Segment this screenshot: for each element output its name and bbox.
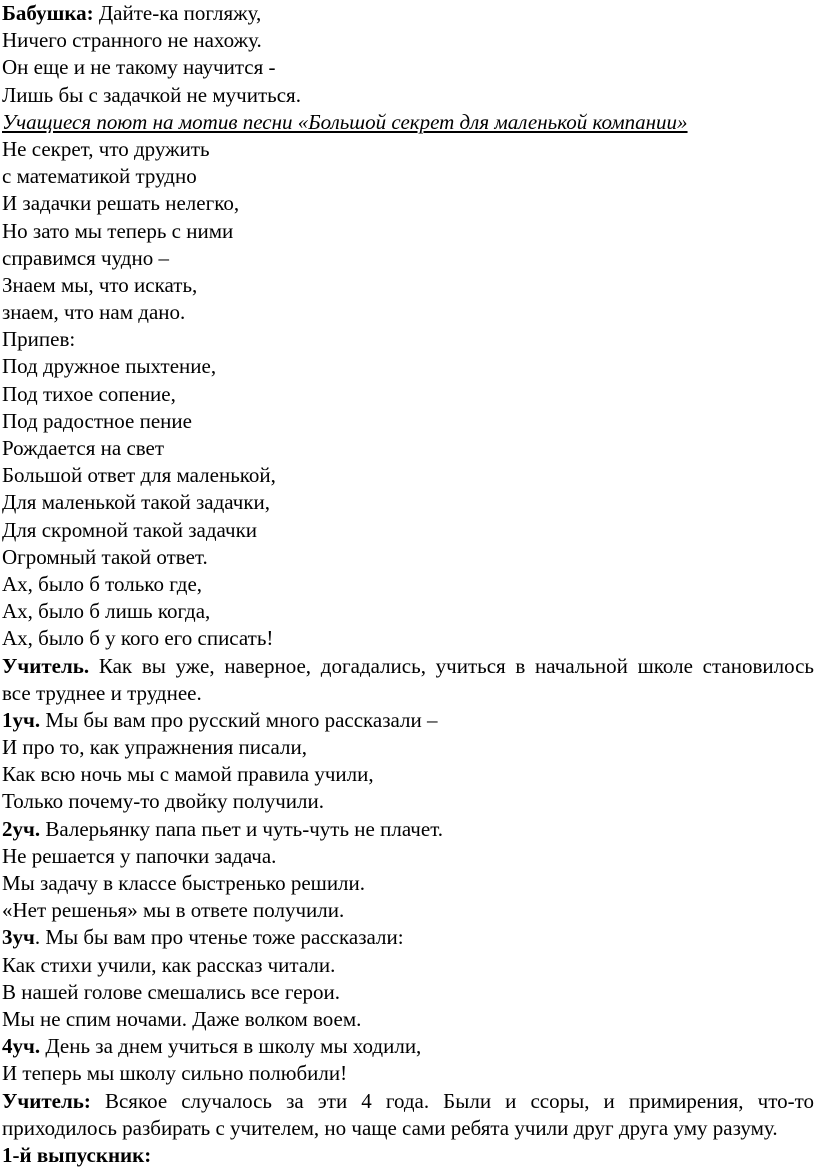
speaker-line (2, 924, 816, 951)
line-text: «Нет решенья» мы в ответе получили. (2, 898, 345, 923)
text-line (2, 517, 816, 544)
text-line (2, 435, 816, 462)
speaker-line (2, 816, 816, 843)
document-text (2, 0, 816, 1169)
text-line (2, 245, 816, 272)
text-line (2, 489, 816, 516)
line-text: Он еще и не такому научится - (2, 55, 276, 80)
line-text: Всякое случалось за эти 4 года. Были и ссоры, и примирения, что-то (90, 1088, 814, 1113)
line-text: Припев: (2, 327, 76, 352)
text-line (2, 1115, 816, 1142)
line-text: Мы не спим ночами. Даже волком воем. (2, 1006, 362, 1031)
text-line (2, 462, 816, 489)
line-text: Но зато мы теперь с ними (2, 218, 234, 243)
line-text: Ах, было б только где, (2, 571, 203, 596)
line-text: Валерьянку папа пьет и чуть-чуть не плачет. (40, 816, 444, 841)
line-text: В нашей голове смешались все герои. (2, 979, 341, 1004)
line-text: . Мы бы вам про чтенье тоже рассказали: (34, 925, 404, 950)
line-text: Не секрет, что дружить (2, 136, 210, 161)
text-line (2, 979, 816, 1006)
speaker-name: Учитель: (2, 1088, 91, 1113)
text-line (2, 1006, 816, 1033)
line-text: И задачки решать нелегко, (2, 191, 240, 216)
text-line (2, 381, 816, 408)
speaker-name: Учитель. (2, 653, 90, 678)
line-text: Ах, было б у кого его списать! (2, 626, 274, 651)
text-line (2, 1060, 816, 1087)
text-line (2, 843, 816, 870)
speaker-name: 4уч. (2, 1034, 41, 1059)
text-line (2, 734, 816, 761)
line-text: Под дружное пыхтение, (2, 354, 217, 379)
text-line (2, 680, 816, 707)
line-text: Знаем мы, что искать, (2, 272, 198, 297)
line-text: с математикой трудно (2, 164, 197, 189)
speaker-line (2, 1033, 816, 1060)
speaker-name: 1уч. (2, 707, 41, 732)
speaker-line (2, 707, 816, 734)
speaker-line (2, 653, 814, 680)
line-text: справимся чудно – (2, 245, 169, 270)
line-text: И про то, как упражнения писали, (2, 735, 308, 760)
line-text: Мы задачу в классе быстренько решили. (2, 871, 366, 895)
text-line (2, 870, 816, 897)
line-text: Рождается на свет (2, 436, 165, 460)
speaker-line (2, 1088, 814, 1115)
line-text: Ах, было б лишь когда, (2, 599, 211, 624)
line-text: Как всю ночь мы с мамой правила учили, (2, 762, 374, 787)
speaker-line (2, 1142, 816, 1169)
line-text: Большой ответ для маленькой, (2, 463, 276, 488)
speaker-line (2, 0, 816, 27)
line-text: Дайте-ка погляжу, (93, 1, 262, 25)
text-line (2, 163, 816, 190)
line-text: И теперь мы школу сильно полюбили! (2, 1061, 348, 1086)
text-line (2, 326, 816, 353)
line-text: Ничего странного не нахожу. (2, 28, 262, 53)
line-text: все труднее и труднее. (2, 680, 202, 705)
line-text: День за днем учиться в школу мы ходили, (40, 1034, 422, 1059)
text-line (2, 571, 816, 598)
speaker-name: 1-й выпускник: (2, 1142, 152, 1167)
text-line (2, 952, 816, 979)
line-text: Огромный такой ответ. (2, 544, 208, 569)
text-line (2, 299, 816, 326)
text-line (2, 353, 816, 380)
song-title: Учащиеся поют на мотив песни «Большой секрет для маленькой компании» (2, 109, 688, 134)
speaker-name: 2уч. (2, 816, 41, 841)
text-line (2, 190, 816, 217)
text-line (2, 272, 816, 299)
text-line (2, 54, 816, 81)
text-line (2, 408, 816, 435)
speaker-name: 3уч (2, 925, 35, 950)
text-line (2, 897, 816, 924)
text-line (2, 544, 816, 571)
line-text: приходилось разбирать с учителем, но чаще сами ребята учили друг друга уму разуму. (2, 1115, 778, 1140)
line-text: Для маленькой такой задачки, (2, 490, 271, 515)
line-text: Для скромной такой задачки (2, 517, 258, 542)
text-line (2, 598, 816, 625)
text-line (2, 82, 816, 109)
line-text: Как стихи учили, как рассказ читали. (2, 952, 336, 977)
line-text: Под тихое сопение, (2, 381, 176, 406)
line-text: Не решается у папочки задача. (2, 843, 277, 868)
song-direction (2, 109, 816, 136)
speaker-name: Бабушка: (2, 1, 94, 25)
line-text: знаем, что нам дано. (2, 300, 186, 325)
text-line (2, 218, 816, 245)
line-text: Под радостное пение (2, 408, 192, 433)
line-text: Мы бы вам про русский много рассказали – (40, 707, 438, 732)
text-line (2, 788, 816, 815)
line-text: Лишь бы с задачкой не мучиться. (2, 82, 301, 107)
text-line (2, 625, 816, 652)
text-line (2, 136, 816, 163)
text-line (2, 761, 816, 788)
line-text: Только почему-то двойку получили. (2, 789, 324, 814)
line-text: Как вы уже, наверное, догадались, учиться в начальной школе становилось (89, 653, 814, 678)
text-line (2, 27, 816, 54)
